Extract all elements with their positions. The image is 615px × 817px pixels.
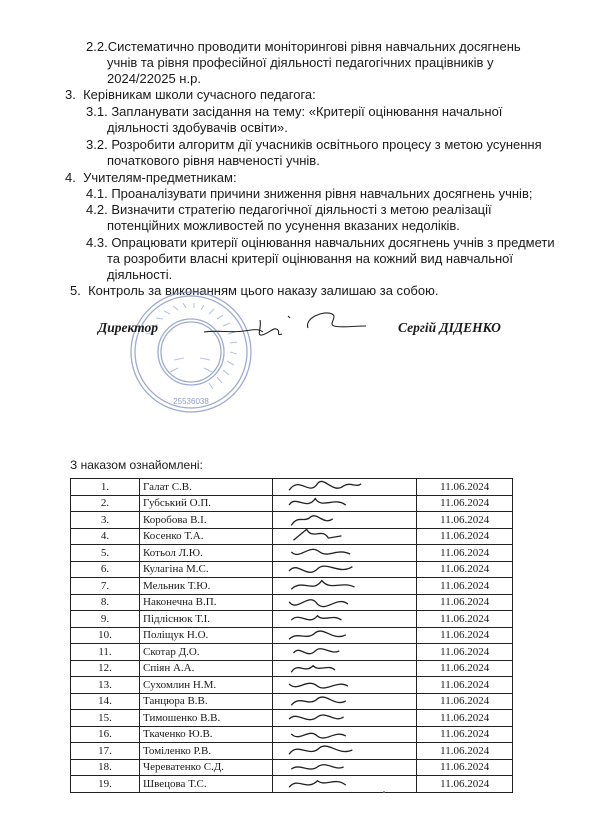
row-name: Череватенко С.Д. bbox=[140, 759, 273, 776]
row-number: 17. bbox=[71, 743, 140, 760]
director-signature bbox=[200, 306, 370, 346]
row-number: 11. bbox=[71, 644, 140, 661]
row-name: Наконечна В.П. bbox=[140, 594, 273, 611]
row-name: Котьол Л.Ю. bbox=[140, 545, 273, 562]
item-3-2-number: 3.2. bbox=[86, 137, 108, 152]
row-date: 11.06.2024 bbox=[417, 495, 513, 512]
row-number: 1. bbox=[71, 479, 140, 496]
row-date: 11.06.2024 bbox=[417, 759, 513, 776]
row-date: 11.06.2024 bbox=[417, 677, 513, 694]
row-name: Томіленко Р.В. bbox=[140, 743, 273, 760]
item-4-3-line-2: та розробити власні критерії оцінювання на кожний вид навчальної bbox=[107, 251, 514, 266]
item-4-2-number: 4.2. bbox=[86, 202, 108, 217]
row-date: 11.06.2024 bbox=[417, 710, 513, 727]
item-3-1-text-1: Запланувати засідання на тему: «Критерії оцінювання начальної bbox=[111, 104, 503, 119]
item-3-line bbox=[65, 87, 316, 102]
item-3-1-line-2: діяльності здобувачів освіти». bbox=[107, 120, 288, 135]
row-name: Скотар Д.О. bbox=[140, 644, 273, 661]
row-number: 16. bbox=[71, 726, 140, 743]
row-date: 11.06.2024 bbox=[417, 776, 513, 793]
row-date: 11.06.2024 bbox=[417, 578, 513, 595]
row-number: 18. bbox=[71, 759, 140, 776]
item-4-number: 4. bbox=[65, 170, 76, 185]
item-2-2-line-3: 2024/22025 н.р. bbox=[107, 71, 201, 86]
row-name: Галат С.В. bbox=[140, 479, 273, 496]
row-name: Поліщук Н.О. bbox=[140, 627, 273, 644]
row-date: 11.06.2024 bbox=[417, 611, 513, 628]
item-3-number: 3. bbox=[65, 87, 76, 102]
row-name: Швецова Т.С. bbox=[140, 776, 273, 793]
row-date: 11.06.2024 bbox=[417, 627, 513, 644]
acknowledgement-title: З наказом ознайомлені: bbox=[70, 458, 203, 472]
item-4-1-number: 4.1. bbox=[86, 186, 108, 201]
item-4-2-line-1 bbox=[86, 202, 492, 217]
item-3-2-line-1 bbox=[86, 137, 542, 152]
row-date: 11.06.2024 bbox=[417, 726, 513, 743]
item-5-number: 5. bbox=[70, 283, 81, 298]
row-date: 11.06.2024 bbox=[417, 743, 513, 760]
item-4-line bbox=[65, 170, 237, 185]
item-3-2-text-1: Розробити алгоритм дії учасників освітнього процесу з метою усунення bbox=[111, 137, 542, 152]
row-date: 11.06.2024 bbox=[417, 660, 513, 677]
row-name: Коробова В.І. bbox=[140, 512, 273, 529]
row-number: 5. bbox=[71, 545, 140, 562]
acknowledgement-table bbox=[70, 478, 513, 793]
item-5-text: Контроль за виконанням цього наказу залишаю за собою. bbox=[88, 283, 439, 298]
row-name: Мельник Т.Ю. bbox=[140, 578, 273, 595]
item-2-2-line-2: учнів та рівня професійної діяльності педагогічних працівників у bbox=[107, 55, 494, 70]
director-name: Сергій ДІДЕНКО bbox=[398, 320, 501, 335]
item-4-3-line-1 bbox=[86, 235, 555, 250]
row-number: 19. bbox=[71, 776, 140, 793]
handwritten-signature bbox=[279, 772, 369, 796]
row-name: Сухомлин Н.М. bbox=[140, 677, 273, 694]
item-3-text: Керівникам школи сучасного педагога: bbox=[83, 87, 316, 102]
row-number: 13. bbox=[71, 677, 140, 694]
item-4-1-line bbox=[86, 186, 532, 201]
row-name: Кулагіна М.С. bbox=[140, 561, 273, 578]
row-number: 9. bbox=[71, 611, 140, 628]
row-name: Підліснюк Т.І. bbox=[140, 611, 273, 628]
row-number: 2. bbox=[71, 495, 140, 512]
row-number: 7. bbox=[71, 578, 140, 595]
row-date: 11.06.2024 bbox=[417, 561, 513, 578]
row-number: 6. bbox=[71, 561, 140, 578]
row-date: 11.06.2024 bbox=[417, 512, 513, 529]
item-2-2-text-1: Систематично проводити моніторингові рівня навчальних досягнень bbox=[107, 39, 521, 54]
row-number: 12. bbox=[71, 660, 140, 677]
item-3-1-number: 3.1. bbox=[86, 104, 108, 119]
row-name: Танцюра В.В. bbox=[140, 693, 273, 710]
row-number: 3. bbox=[71, 512, 140, 529]
item-4-text: Учителям-предметникам: bbox=[83, 170, 237, 185]
stamp-code: 25536038 bbox=[173, 397, 209, 406]
item-4-2-text-1: Визначити стратегію педагогічної діяльності з метою реалізації bbox=[111, 202, 492, 217]
row-signature-cell bbox=[273, 776, 417, 793]
item-4-1-text: Проаналізувати причини зниження рівня навчальних досягнень учнів; bbox=[111, 186, 533, 201]
row-name: Косенко Т.А. bbox=[140, 528, 273, 545]
row-name: Ткаченко Ю.В. bbox=[140, 726, 273, 743]
item-3-1-line-1 bbox=[86, 104, 502, 119]
row-number: 10. bbox=[71, 627, 140, 644]
row-date: 11.06.2024 bbox=[417, 545, 513, 562]
row-date: 11.06.2024 bbox=[417, 528, 513, 545]
row-number: 4. bbox=[71, 528, 140, 545]
row-date: 11.06.2024 bbox=[417, 693, 513, 710]
row-date: 11.06.2024 bbox=[417, 479, 513, 496]
director-label: Директор bbox=[98, 320, 158, 335]
item-4-2-line-2: потенційних можливостей по усунення вказаних недоліків. bbox=[107, 218, 460, 233]
scan-speck bbox=[383, 791, 385, 793]
row-name: Губський О.П. bbox=[140, 495, 273, 512]
item-4-3-text-1: Опрацювати критерії оцінювання навчальних досягнень учнів з предмети bbox=[111, 235, 555, 250]
table-row bbox=[71, 776, 513, 793]
row-date: 11.06.2024 bbox=[417, 644, 513, 661]
item-2-2-line-1 bbox=[86, 39, 521, 54]
row-name: Спіян А.А. bbox=[140, 660, 273, 677]
item-4-3-number: 4.3. bbox=[86, 235, 108, 250]
row-date: 11.06.2024 bbox=[417, 594, 513, 611]
row-number: 14. bbox=[71, 693, 140, 710]
row-number: 8. bbox=[71, 594, 140, 611]
item-3-2-line-2: початкового рівня навченості учнів. bbox=[107, 153, 320, 168]
item-2-2-number: 2.2. bbox=[86, 39, 108, 54]
row-name: Тимошенко В.В. bbox=[140, 710, 273, 727]
item-4-3-line-3: діяльності. bbox=[107, 267, 173, 282]
row-number: 15. bbox=[71, 710, 140, 727]
